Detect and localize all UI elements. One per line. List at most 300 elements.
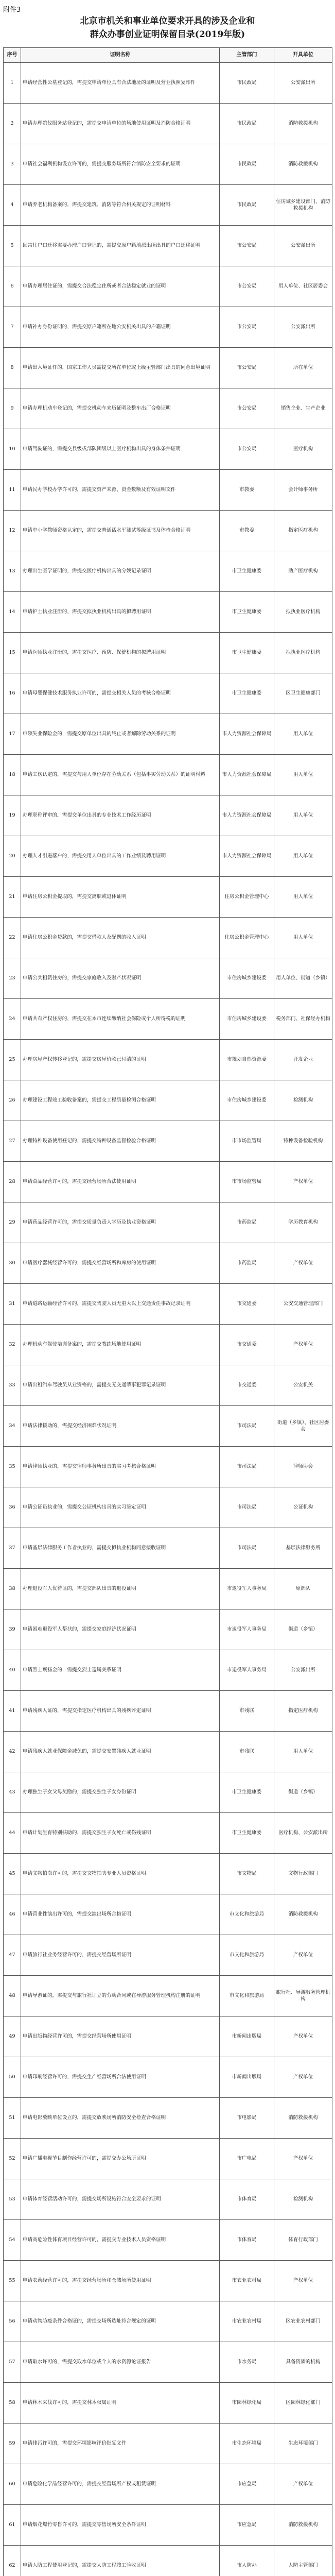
row-department: 市司法局	[220, 1447, 274, 1487]
row-issuing-unit: 生态环境部门	[274, 2424, 332, 2464]
table-row	[4, 1569, 332, 1609]
table-row	[4, 1528, 332, 1569]
row-index: 50	[4, 2057, 21, 2098]
table-row	[4, 958, 332, 999]
row-index: 54	[4, 2220, 21, 2261]
row-department: 市应急局	[220, 2464, 274, 2505]
row-issuing-unit: 人防主管部门	[274, 2546, 332, 2576]
row-issuing-unit: 指定医疗机构	[274, 1691, 332, 1732]
row-certificate-name: 申请住房公积金贷款的，需提交借款人及配偶的收入证明	[21, 918, 220, 958]
row-issuing-unit: 用人单位	[274, 714, 332, 755]
row-certificate-name: 申请药品经营许可的，需提交质量负责人学历及执业资格证明	[21, 1202, 220, 1243]
row-issuing-unit: 住房城乡建设部门、消防救援机构	[274, 185, 332, 226]
row-index: 52	[4, 2139, 21, 2179]
row-index: 23	[4, 958, 21, 999]
row-issuing-unit: 用人单位	[274, 918, 332, 958]
row-department: 市水务局	[220, 2342, 274, 2383]
row-issuing-unit: 用人单位	[274, 1732, 332, 1772]
row-index: 16	[4, 673, 21, 714]
row-certificate-name: 办理建设工程竣工验收备案的，需提交工程质量检测合格证明	[21, 1080, 220, 1121]
row-issuing-unit: 检测机构	[274, 1080, 332, 1121]
row-issuing-unit: 区卫生健康部门	[274, 673, 332, 714]
row-index: 13	[4, 551, 21, 592]
row-issuing-unit: 用人单位	[274, 877, 332, 918]
row-department: 市残联	[220, 1691, 274, 1732]
row-certificate-name: 申请律师执业的，需提交律师事务所出具的实习考核合格证明	[21, 1447, 220, 1487]
row-department: 市卫生健康委	[220, 1813, 274, 1854]
row-department: 市退役军人事务局	[220, 1650, 274, 1691]
row-index: 32	[4, 1325, 21, 1365]
row-certificate-name: 申请导游证的，需提交与旅行社订立的劳动合同或在导游服务管理机构注册的证明	[21, 1976, 220, 2016]
row-certificate-name: 因常住户口迁移需要办理户口登记的，需提交原户籍地派出所出具的户口迁移证明	[21, 226, 220, 266]
row-issuing-unit: 产权单位	[274, 1243, 332, 1284]
row-certificate-name: 申请排污许可的，需提交环境影响评价批复文件	[21, 2424, 220, 2464]
row-index: 25	[4, 1040, 21, 1080]
table-row	[4, 1650, 332, 1691]
table-row	[4, 1162, 332, 1202]
row-index: 24	[4, 999, 21, 1040]
row-department: 市文化和旅游局	[220, 1976, 274, 2016]
row-issuing-unit: 旅行社、导游服务管理机构	[274, 1976, 332, 2016]
table-row	[4, 2546, 332, 2576]
row-issuing-unit: 区农业农村部门	[274, 2301, 332, 2342]
table-row	[4, 429, 332, 470]
row-index: 34	[4, 1406, 21, 1447]
row-certificate-name: 申请道路运输经营许可的，需提交驾驶人员无重大以上交通责任事故记录证明	[21, 1284, 220, 1325]
row-issuing-unit: 指定医疗机构	[274, 511, 332, 551]
row-certificate-name: 申请食品经营许可的，需提交经营场所合法使用证明	[21, 1162, 220, 1202]
row-index: 9	[4, 388, 21, 429]
row-certificate-name: 申请基层法律服务工作者执业的，需提交拟执业机构同意接收证明	[21, 1528, 220, 1569]
row-issuing-unit: 街道（乡镇）、社区居委会	[274, 1406, 332, 1447]
row-index: 26	[4, 1080, 21, 1121]
attachment-label: 附件3	[3, 6, 21, 14]
row-index: 55	[4, 2261, 21, 2301]
row-issuing-unit: 医疗机构、公安派出所	[274, 1813, 332, 1854]
table-row	[4, 2179, 332, 2220]
row-department: 市公安局	[220, 266, 274, 307]
row-issuing-unit: 销售企业、生产企业	[274, 388, 332, 429]
row-department: 市住房城乡建设委	[220, 999, 274, 1040]
row-department: 市药监局	[220, 1243, 274, 1284]
row-department: 市公安局	[220, 226, 274, 266]
row-certificate-name: 办理房屋产权转移登记的，需提交房屋价款已付清的证明	[21, 1040, 220, 1080]
row-department: 住房公积金管理中心	[220, 918, 274, 958]
table-row	[4, 1447, 332, 1487]
row-department: 市教委	[220, 511, 274, 551]
row-index: 27	[4, 1121, 21, 1162]
row-issuing-unit: 文物行政部门	[274, 1854, 332, 1894]
row-issuing-unit: 产权单位	[274, 1935, 332, 1976]
row-issuing-unit: 产权单位	[274, 2464, 332, 2505]
table-row	[4, 2342, 332, 2383]
row-issuing-unit: 产权单位	[274, 2016, 332, 2057]
row-index: 36	[4, 1487, 21, 1528]
row-index: 5	[4, 226, 21, 266]
row-index: 41	[4, 1691, 21, 1732]
row-issuing-unit: 公安机关	[274, 1365, 332, 1406]
row-issuing-unit: 公安派出所	[274, 63, 332, 104]
row-certificate-name: 申请办理机动车登记的，需提交机动车来历证明及整车出厂合格证明	[21, 388, 220, 429]
table-row	[4, 1365, 332, 1406]
row-issuing-unit: 特种设备检验机构	[274, 1121, 332, 1162]
header-certificate-name: 证明名称	[21, 48, 220, 63]
table-header-row	[4, 48, 332, 63]
row-index: 8	[4, 348, 21, 388]
row-certificate-name: 申请广播电视节目制作经营许可的，需提交办公场所证明	[21, 2139, 220, 2179]
row-department: 市住房城乡建设委	[220, 958, 274, 999]
row-department: 市药监局	[220, 1202, 274, 1243]
row-department: 市交通委	[220, 1365, 274, 1406]
row-department: 市司法局	[220, 1528, 274, 1569]
row-department: 住房公积金管理中心	[220, 877, 274, 918]
row-issuing-unit: 用人单位	[274, 755, 332, 795]
row-certificate-name: 申请共有产权住房的，需提交在本市连续缴纳社会保险或个人所得税的证明	[21, 999, 220, 1040]
table-row	[4, 1080, 332, 1121]
row-department: 市农业农村局	[220, 2301, 274, 2342]
table-row	[4, 185, 332, 226]
row-certificate-name: 申请中小学教师资格认定的，需提交普通话水平测试等级证书及体检合格证明	[21, 511, 220, 551]
row-issuing-unit: 拟执业医疗机构	[274, 633, 332, 673]
row-department: 市卫生健康委	[220, 551, 274, 592]
row-certificate-name: 申请养老机构备案的，需提交建筑、消防等符合相关规定的证明材料	[21, 185, 220, 226]
row-certificate-name: 申请办理居住证的，需提交合法稳定住所或者合法稳定就业的证明	[21, 266, 220, 307]
row-department: 市卫生健康委	[220, 592, 274, 633]
row-index: 28	[4, 1162, 21, 1202]
table-row	[4, 2383, 332, 2424]
table-row	[4, 592, 332, 633]
row-certificate-name: 申请困难退役军人帮扶的，需提交家庭经济状况证明	[21, 1609, 220, 1650]
table-row	[4, 348, 332, 388]
row-issuing-unit: 会计师事务所	[274, 470, 332, 511]
row-department: 市规划自然资源委	[220, 1040, 274, 1080]
row-certificate-name: 申领失业保险金的，需提交原单位出具的终止或者解除劳动关系的证明	[21, 714, 220, 755]
row-certificate-name: 申请营业性演出许可的，需提交演出场所合格证明	[21, 1894, 220, 1935]
row-index: 6	[4, 266, 21, 307]
row-index: 19	[4, 795, 21, 836]
table-row	[4, 1325, 332, 1365]
row-issuing-unit: 消防救援机构	[274, 2505, 332, 2546]
row-certificate-name: 办理退役军人优待证的，需提交部队出具的退役证明	[21, 1569, 220, 1609]
row-department: 市公安局	[220, 348, 274, 388]
row-issuing-unit: 税务部门、社保经办机构	[274, 999, 332, 1040]
row-certificate-name: 申请农药经营许可的，需提交经营场所和仓储场所使用证明	[21, 2261, 220, 2301]
table-row	[4, 144, 332, 185]
table-row	[4, 918, 332, 958]
row-index: 39	[4, 1609, 21, 1650]
row-certificate-name: 申请民办学校办学许可的，需提交资产来源、资金数额及有效证明文件	[21, 470, 220, 511]
row-certificate-name: 申请住房公积金提取的，需提交离职或退休证明	[21, 877, 220, 918]
table-row	[4, 1772, 332, 1813]
row-certificate-name: 申请驾驶证的，需提交县级或部队团级以上医疗机构出具的身体条件证明	[21, 429, 220, 470]
table-row	[4, 1243, 332, 1284]
table-row	[4, 714, 332, 755]
row-certificate-name: 办理人才引进落户的，需提交用人单位出具的工作业绩及聘用证明	[21, 836, 220, 877]
row-issuing-unit: 消防救援机构	[274, 2098, 332, 2139]
row-certificate-name: 申请文物拍卖许可的，需提交文物拍卖专业人员资格证明	[21, 1854, 220, 1894]
table-row	[4, 2464, 332, 2505]
row-certificate-name: 申请残疾人就业保障金减免的，需提交安置残疾人就业证明	[21, 1732, 220, 1772]
table-row	[4, 2424, 332, 2464]
row-issuing-unit: 街道（乡镇）	[274, 1609, 332, 1650]
row-issuing-unit: 用人单位、社区居委会	[274, 266, 332, 307]
table-row	[4, 1854, 332, 1894]
row-certificate-name: 申请出入境证件的，国家工作人员需提交所在单位或上级主管部门出具的同意出境证明	[21, 348, 220, 388]
row-issuing-unit: 学历教育机构	[274, 1202, 332, 1243]
row-department: 市体育局	[220, 2220, 274, 2261]
table-row	[4, 1487, 332, 1528]
row-department: 市教委	[220, 470, 274, 511]
row-index: 40	[4, 1650, 21, 1691]
row-issuing-unit: 医疗机构	[274, 429, 332, 470]
row-index: 15	[4, 633, 21, 673]
row-department: 市体育局	[220, 2179, 274, 2220]
row-certificate-name: 申请残疾人证的，需提交指定医疗机构出具的残疾评定证明	[21, 1691, 220, 1732]
row-department: 市交通委	[220, 1325, 274, 1365]
row-certificate-name: 申请母婴保健技术服务执业许可的，需提交相关人员的考核合格证明	[21, 673, 220, 714]
row-index: 62	[4, 2546, 21, 2576]
row-index: 44	[4, 1813, 21, 1854]
table-row	[4, 1202, 332, 1243]
row-department: 市广电局	[220, 2139, 274, 2179]
table-row	[4, 633, 332, 673]
table-row	[4, 1040, 332, 1080]
row-certificate-name: 申请计划生育特别扶助的，需提交独生子女死亡或伤残证明	[21, 1813, 220, 1854]
row-index: 4	[4, 185, 21, 226]
table-row	[4, 226, 332, 266]
row-index: 18	[4, 755, 21, 795]
table-row	[4, 1406, 332, 1447]
row-issuing-unit: 开发企业	[274, 1040, 332, 1080]
row-issuing-unit: 产权单位	[274, 2057, 332, 2098]
row-department: 市农业农村局	[220, 2261, 274, 2301]
row-index: 17	[4, 714, 21, 755]
row-certificate-name: 申请出租汽车驾驶员从业资格的，需提交无交通肇事犯罪记录证明	[21, 1365, 220, 1406]
row-department: 市文物局	[220, 1854, 274, 1894]
row-index: 22	[4, 918, 21, 958]
table-row	[4, 999, 332, 1040]
row-index: 57	[4, 2342, 21, 2383]
row-certificate-name: 申请工伤认定的，需提交与用人单位存在劳动关系（包括事实劳动关系）的证明材料	[21, 755, 220, 795]
row-department: 市交通委	[220, 1284, 274, 1325]
table-row	[4, 551, 332, 592]
row-issuing-unit: 基层法律服务所	[274, 1528, 332, 1569]
row-department: 市司法局	[220, 1487, 274, 1528]
table-row	[4, 2220, 332, 2261]
row-department: 市市场监管局	[220, 1162, 274, 1202]
row-certificate-name: 申请高危险性体育项目经营许可的，需提交专业技术人员资格证明	[21, 2220, 220, 2261]
row-certificate-name: 申请办理殡仪服务站登记的，需提交申请单位的场地使用证明及消防合格证明	[21, 104, 220, 144]
row-certificate-name: 申请医疗器械经营许可的，需提交经营场所和库房的使用证明	[21, 1243, 220, 1284]
row-index: 56	[4, 2301, 21, 2342]
table-row	[4, 63, 332, 104]
page-title	[0, 14, 335, 41]
row-certificate-name: 申请补办身份证明的，需提交原户籍所在地公安机关出具的户籍证明	[21, 307, 220, 348]
row-certificate-name: 申请印刷经营许可的，需提交生产经营场所合法使用证明	[21, 2057, 220, 2098]
row-certificate-name: 申请护士执业注册的，需提交拟执业机构出具的拟聘用证明	[21, 592, 220, 633]
row-index: 3	[4, 144, 21, 185]
row-department: 市退役军人事务局	[220, 1609, 274, 1650]
row-issuing-unit: 检测机构	[274, 2179, 332, 2220]
title-line-2: 群众办事创业证明保留目录(2019年版)	[90, 29, 245, 40]
row-issuing-unit: 产权单位	[274, 1162, 332, 1202]
row-index: 48	[4, 1976, 21, 2016]
row-issuing-unit: 产权单位	[274, 1325, 332, 1365]
row-issuing-unit: 律师协会	[274, 1447, 332, 1487]
row-issuing-unit: 拟执业医疗机构	[274, 592, 332, 633]
row-department: 市人力资源社会保障局	[220, 836, 274, 877]
row-department: 市民政局	[220, 104, 274, 144]
table-row	[4, 1609, 332, 1650]
row-index: 29	[4, 1202, 21, 1243]
row-issuing-unit: 消防救援机构	[274, 144, 332, 185]
table-row	[4, 2098, 332, 2139]
row-department: 市人力资源社会保障局	[220, 755, 274, 795]
row-issuing-unit: 街道（乡镇）	[274, 1772, 332, 1813]
row-index: 51	[4, 2098, 21, 2139]
row-index: 11	[4, 470, 21, 511]
row-issuing-unit: 用人单位	[274, 795, 332, 836]
row-issuing-unit: 产权单位	[274, 2261, 332, 2301]
table-row	[4, 1691, 332, 1732]
row-index: 60	[4, 2464, 21, 2505]
row-issuing-unit: 区园林绿化部门	[274, 2383, 332, 2424]
row-certificate-name: 申请林木采伐许可的，需提交林木权属证明	[21, 2383, 220, 2424]
table-row	[4, 511, 332, 551]
row-certificate-name: 办理独生子女父母奖励的，需提交独生子女身份证明	[21, 1772, 220, 1813]
table-row	[4, 2301, 332, 2342]
table-row	[4, 104, 332, 144]
table-row	[4, 266, 332, 307]
row-department: 市应急局	[220, 2505, 274, 2546]
row-index: 31	[4, 1284, 21, 1325]
row-certificate-name: 办理职称评审的，需提交单位出具的专业技术工作经历证明	[21, 795, 220, 836]
row-department: 市文化和旅游局	[220, 1935, 274, 1976]
table-row	[4, 836, 332, 877]
row-department: 市生态环境局	[220, 2424, 274, 2464]
row-department: 市公安局	[220, 388, 274, 429]
row-index: 53	[4, 2179, 21, 2220]
row-department: 市文化和旅游局	[220, 1894, 274, 1935]
row-certificate-name: 申请法律援助的，需提交经济困难状况证明	[21, 1406, 220, 1447]
row-department: 市司法局	[220, 1406, 274, 1447]
row-certificate-name: 申请取水许可的，需提交取水单位或个人的水资源论证报告	[21, 2342, 220, 2383]
table-row	[4, 470, 332, 511]
row-department: 市新闻出版局	[220, 2057, 274, 2098]
row-issuing-unit: 具备资质的机构	[274, 2342, 332, 2383]
row-issuing-unit: 公安派出所	[274, 226, 332, 266]
row-department: 市住房城乡建设委	[220, 1080, 274, 1121]
row-department: 市公安局	[220, 429, 274, 470]
row-certificate-name: 办理机动车驾驶培训备案的，需提交教练场地使用证明	[21, 1325, 220, 1365]
table-row	[4, 1121, 332, 1162]
row-index: 47	[4, 1935, 21, 1976]
row-index: 45	[4, 1854, 21, 1894]
row-index: 49	[4, 2016, 21, 2057]
row-department: 市人防办	[220, 2546, 274, 2576]
row-department: 市卫生健康委	[220, 673, 274, 714]
row-issuing-unit: 体育行政部门	[274, 2220, 332, 2261]
table-row	[4, 2016, 332, 2057]
row-index: 2	[4, 104, 21, 144]
row-index: 37	[4, 1528, 21, 1569]
table-row	[4, 755, 332, 795]
row-certificate-name: 申请旅行社业务经营许可的，需提交经营场所证明	[21, 1935, 220, 1976]
row-issuing-unit: 用人单位	[274, 836, 332, 877]
row-department: 市公安局	[220, 307, 274, 348]
row-certificate-name: 办理出生医学证明的，需提交医疗机构出具的分娩记录证明	[21, 551, 220, 592]
table-row	[4, 673, 332, 714]
row-index: 38	[4, 1569, 21, 1609]
row-issuing-unit: 公安派出所	[274, 307, 332, 348]
table-row	[4, 2139, 332, 2179]
row-certificate-name: 申请电影放映单位设立的，需提交放映场所消防安全检查合格证明	[21, 2098, 220, 2139]
table-row	[4, 877, 332, 918]
row-department: 市卫生健康委	[220, 633, 274, 673]
table-row	[4, 795, 332, 836]
title-line-1: 北京市机关和事业单位要求开具的涉及企业和	[80, 16, 255, 26]
row-issuing-unit: 公安交通管理部门	[274, 1284, 332, 1325]
row-department: 市卫生健康委	[220, 1772, 274, 1813]
table-row	[4, 1976, 332, 2016]
row-certificate-name: 申请体育经营活动许可的，需提交场所设施符合安全要求的证明	[21, 2179, 220, 2220]
row-index: 7	[4, 307, 21, 348]
header-index: 序号	[4, 48, 21, 63]
row-certificate-name: 申请公证员执业的，需提交公证机构出具的实习鉴定证明	[21, 1487, 220, 1528]
row-index: 20	[4, 836, 21, 877]
table-row	[4, 1732, 332, 1772]
row-certificate-name: 办理特种设备使用登记的，需提交特种设备监督检验合格证明	[21, 1121, 220, 1162]
row-certificate-name: 申请经营性公墓登记的，需提交申请单位具有合法地址的证明及营业执照复印件	[21, 63, 220, 104]
row-issuing-unit: 用人单位、街道（乡镇）	[274, 958, 332, 999]
row-index: 58	[4, 2383, 21, 2424]
row-index: 35	[4, 1447, 21, 1487]
row-issuing-unit: 原部队	[274, 1569, 332, 1609]
table-row	[4, 1935, 332, 1976]
row-department: 市市场监管局	[220, 1121, 274, 1162]
row-issuing-unit: 公安派出所	[274, 1650, 332, 1691]
row-department: 市新闻出版局	[220, 2016, 274, 2057]
header-department: 主管部门	[220, 48, 274, 63]
row-certificate-name: 申请动物防疫条件合格证的，需提交场所选址符合规定的证明	[21, 2301, 220, 2342]
row-issuing-unit: 公证机构	[274, 1487, 332, 1528]
table-row	[4, 1284, 332, 1325]
row-department: 市园林绿化局	[220, 2383, 274, 2424]
row-index: 59	[4, 2424, 21, 2464]
row-certificate-name: 申请社会福利机构设立许可的，需提交服务场所符合消防安全要求的证明	[21, 144, 220, 185]
row-index: 30	[4, 1243, 21, 1284]
row-issuing-unit: 消防救援机构	[274, 104, 332, 144]
row-certificate-name: 申请烟花爆竹零售许可的，需提交零售场所安全条件证明	[21, 2505, 220, 2546]
row-certificate-name: 申请医师执业注册的，需提交医疗、预防、保健机构的拟聘用证明	[21, 633, 220, 673]
row-department: 市民政局	[220, 185, 274, 226]
row-index: 42	[4, 1732, 21, 1772]
row-index: 33	[4, 1365, 21, 1406]
row-certificate-name: 申请人防工程使用登记的，需提交人防工程竣工验收证明	[21, 2546, 220, 2576]
header-issuing-unit: 开具单位	[274, 48, 332, 63]
row-department: 市人力资源社会保障局	[220, 714, 274, 755]
table-row	[4, 2261, 332, 2301]
table-row	[4, 2057, 332, 2098]
table-row	[4, 307, 332, 348]
row-index: 61	[4, 2505, 21, 2546]
row-department: 市退役军人事务局	[220, 1569, 274, 1609]
row-issuing-unit: 产权单位	[274, 2139, 332, 2179]
row-index: 10	[4, 429, 21, 470]
row-index: 21	[4, 877, 21, 918]
row-issuing-unit: 消防救援机构	[274, 1894, 332, 1935]
row-department: 市人力资源社会保障局	[220, 795, 274, 836]
